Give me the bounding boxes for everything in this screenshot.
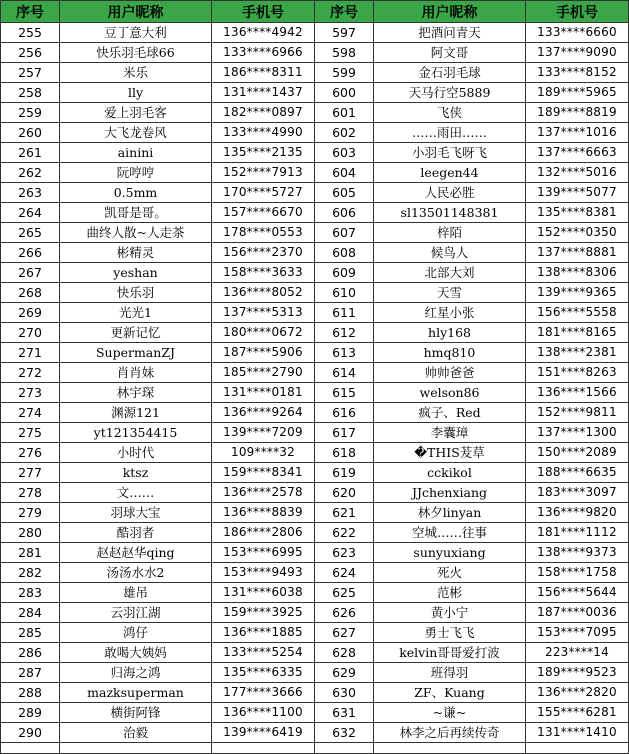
cell-r-seq: 630 — [315, 683, 374, 703]
cell-r-phone: 181****8165 — [526, 323, 629, 343]
cell-l-phone: 109****32 — [212, 443, 315, 463]
table-row — [1, 323, 629, 343]
cell-r-nick: 范彬 — [374, 583, 526, 603]
cell-r-seq: 614 — [315, 363, 374, 383]
cell-l-phone: 136****1885 — [212, 623, 315, 643]
cell-l-nick: 归海之鸿 — [60, 663, 212, 683]
table-row — [1, 383, 629, 403]
cell-r-seq: 620 — [315, 483, 374, 503]
cell-r-seq: 607 — [315, 223, 374, 243]
cell-r-nick: 飞侠 — [374, 103, 526, 123]
cell-r-phone: 155****6281 — [526, 703, 629, 723]
cell-l-phone: 178****0553 — [212, 223, 315, 243]
cell-l-nick: 爱上羽毛客 — [60, 103, 212, 123]
cell-l-nick: 0.5mm — [60, 183, 212, 203]
cell-l-phone: 139****6419 — [212, 723, 315, 743]
cell-r-phone: 137****8881 — [526, 243, 629, 263]
cell-r-phone: 137****1016 — [526, 123, 629, 143]
cell-r-phone: 181****1112 — [526, 523, 629, 543]
cut-off-row — [1, 743, 629, 754]
cell-l-seq: 272 — [1, 363, 60, 383]
cell-l-nick: 鸿仔 — [60, 623, 212, 643]
cell-l-phone: 133****5254 — [212, 643, 315, 663]
table-row — [1, 63, 629, 83]
cell-r-seq: 609 — [315, 263, 374, 283]
cell-r-nick: 李囊璋 — [374, 423, 526, 443]
cell-l-nick: 光光1 — [60, 303, 212, 323]
header-nick-left: 用户昵称 — [60, 1, 212, 23]
cell-r-nick: 死火 — [374, 563, 526, 583]
cell-r-seq: 629 — [315, 663, 374, 683]
cell-r-phone: 138****8306 — [526, 263, 629, 283]
cell-r-nick: 林李之后再续传奇 — [374, 723, 526, 743]
cell-r-nick: sunyuxiang — [374, 543, 526, 563]
cell-r-nick: leegen44 — [374, 163, 526, 183]
cell-l-phone: 136****4942 — [212, 23, 315, 43]
cell-l-seq: 277 — [1, 463, 60, 483]
cell-l-nick: 曲终人散~人走茶 — [60, 223, 212, 243]
cell-r-seq: 612 — [315, 323, 374, 343]
cell-r-nick: �THIS茇草 — [374, 443, 526, 463]
table-row — [1, 583, 629, 603]
cell-l-phone: 131****6038 — [212, 583, 315, 603]
cell-r-seq: 613 — [315, 343, 374, 363]
cell-r-nick: 人民必胜 — [374, 183, 526, 203]
table-body — [1, 23, 629, 754]
cell-r-phone: 187****0036 — [526, 603, 629, 623]
cell-l-nick: 文…… — [60, 483, 212, 503]
cut-off-cell — [526, 743, 629, 754]
cell-l-seq: 263 — [1, 183, 60, 203]
cell-r-nick: 小羽毛飞呀飞 — [374, 143, 526, 163]
cell-l-phone: 182****0897 — [212, 103, 315, 123]
cell-r-phone: 183****3097 — [526, 483, 629, 503]
cell-r-seq: 623 — [315, 543, 374, 563]
table-row — [1, 403, 629, 423]
cell-l-phone: 136****8839 — [212, 503, 315, 523]
cell-l-phone: 158****3633 — [212, 263, 315, 283]
table-row — [1, 603, 629, 623]
cell-l-nick: 云羽江湖 — [60, 603, 212, 623]
cell-r-seq: 610 — [315, 283, 374, 303]
table-row — [1, 503, 629, 523]
cell-l-seq: 264 — [1, 203, 60, 223]
cell-l-seq: 285 — [1, 623, 60, 643]
cell-l-seq: 287 — [1, 663, 60, 683]
cell-l-seq: 280 — [1, 523, 60, 543]
cell-l-nick: 林宇琛 — [60, 383, 212, 403]
cell-l-phone: 133****6966 — [212, 43, 315, 63]
cell-r-seq: 616 — [315, 403, 374, 423]
table-row — [1, 183, 629, 203]
cell-l-seq: 255 — [1, 23, 60, 43]
table-row — [1, 23, 629, 43]
cell-r-phone: 156****5644 — [526, 583, 629, 603]
cell-l-phone: 136****8052 — [212, 283, 315, 303]
cell-l-phone: 159****3925 — [212, 603, 315, 623]
cell-l-nick: 治毅 — [60, 723, 212, 743]
cell-l-nick: ainini — [60, 143, 212, 163]
cell-r-phone: 133****8152 — [526, 63, 629, 83]
cell-l-nick: 快乐羽 — [60, 283, 212, 303]
header-nick-right: 用户昵称 — [374, 1, 526, 23]
cell-r-phone: 137****1300 — [526, 423, 629, 443]
table-row — [1, 283, 629, 303]
cell-r-nick: 天雪 — [374, 283, 526, 303]
cell-r-seq: 626 — [315, 603, 374, 623]
cell-r-nick: ZF、Kuang — [374, 683, 526, 703]
cell-l-seq: 276 — [1, 443, 60, 463]
header-seq-left: 序号 — [1, 1, 60, 23]
table-row — [1, 543, 629, 563]
cell-l-nick: 大飞龙卷风 — [60, 123, 212, 143]
cell-r-seq: 615 — [315, 383, 374, 403]
cut-off-cell — [374, 743, 526, 754]
cell-r-nick: ~谦~ — [374, 703, 526, 723]
cell-r-phone: 189****9523 — [526, 663, 629, 683]
cell-l-seq: 262 — [1, 163, 60, 183]
header-row — [1, 1, 629, 23]
cut-off-cell — [60, 743, 212, 754]
table-row — [1, 203, 629, 223]
cell-l-seq: 283 — [1, 583, 60, 603]
cell-l-nick: 敢喝大姨妈 — [60, 643, 212, 663]
cell-l-seq: 282 — [1, 563, 60, 583]
cell-l-nick: 酷羽者 — [60, 523, 212, 543]
cell-l-seq: 273 — [1, 383, 60, 403]
cell-l-phone: 135****2135 — [212, 143, 315, 163]
cell-r-seq: 599 — [315, 63, 374, 83]
cut-off-cell — [1, 743, 60, 754]
cell-r-nick: 红星小张 — [374, 303, 526, 323]
cell-r-nick: 天马行空5889 — [374, 83, 526, 103]
cell-r-seq: 602 — [315, 123, 374, 143]
cell-l-seq: 256 — [1, 43, 60, 63]
header-seq-right: 序号 — [315, 1, 374, 23]
header-phone-left: 手机号 — [212, 1, 315, 23]
cell-r-phone: 138****2381 — [526, 343, 629, 363]
cell-l-phone: 180****0672 — [212, 323, 315, 343]
cell-l-seq: 279 — [1, 503, 60, 523]
cell-l-phone: 136****2578 — [212, 483, 315, 503]
cell-r-seq: 600 — [315, 83, 374, 103]
cell-l-seq: 274 — [1, 403, 60, 423]
cell-r-seq: 611 — [315, 303, 374, 323]
cell-l-nick: yeshan — [60, 263, 212, 283]
cell-r-seq: 598 — [315, 43, 374, 63]
cell-r-nick: 帅帅爸爸 — [374, 363, 526, 383]
cell-l-seq: 266 — [1, 243, 60, 263]
table-row — [1, 363, 629, 383]
table-row — [1, 703, 629, 723]
cell-l-seq: 258 — [1, 83, 60, 103]
cell-r-phone: 136****1566 — [526, 383, 629, 403]
cell-l-nick: 横街阿锋 — [60, 703, 212, 723]
table-row — [1, 683, 629, 703]
table-row — [1, 483, 629, 503]
table-row — [1, 263, 629, 283]
cell-l-nick: 渊源121 — [60, 403, 212, 423]
cell-l-nick: 雄吊 — [60, 583, 212, 603]
cell-r-nick: 勇士飞飞 — [374, 623, 526, 643]
cell-l-nick: 快乐羽毛球66 — [60, 43, 212, 63]
table-row — [1, 623, 629, 643]
cell-r-phone: 153****7095 — [526, 623, 629, 643]
table-row — [1, 223, 629, 243]
cell-l-nick: mazksuperman — [60, 683, 212, 703]
cell-l-seq: 271 — [1, 343, 60, 363]
cell-r-nick: hly168 — [374, 323, 526, 343]
cell-l-seq: 257 — [1, 63, 60, 83]
cell-r-phone: 152****9811 — [526, 403, 629, 423]
cell-r-nick: 金石羽毛球 — [374, 63, 526, 83]
cell-r-phone: 136****9820 — [526, 503, 629, 523]
cell-r-nick: 北部大刘 — [374, 263, 526, 283]
table-row — [1, 343, 629, 363]
cell-l-nick: 羽球大宝 — [60, 503, 212, 523]
cell-l-seq: 278 — [1, 483, 60, 503]
cell-l-phone: 159****8341 — [212, 463, 315, 483]
cell-r-nick: 把酒问青天 — [374, 23, 526, 43]
cell-l-nick: 豆丁意大利 — [60, 23, 212, 43]
cell-l-phone: 177****3666 — [212, 683, 315, 703]
cell-r-nick: hmq810 — [374, 343, 526, 363]
cell-r-phone: 223****14 — [526, 643, 629, 663]
header-phone-right: 手机号 — [526, 1, 629, 23]
cell-r-nick: cckikol — [374, 463, 526, 483]
table-row — [1, 663, 629, 683]
table-row — [1, 303, 629, 323]
cell-r-phone: 138****9373 — [526, 543, 629, 563]
cell-r-nick: 疯子、Red — [374, 403, 526, 423]
cell-l-phone: 153****9493 — [212, 563, 315, 583]
table-row — [1, 563, 629, 583]
cell-r-nick: 空城……往事 — [374, 523, 526, 543]
cell-r-seq: 601 — [315, 103, 374, 123]
cell-l-nick: lly — [60, 83, 212, 103]
cell-r-nick: kelvin哥哥爱打波 — [374, 643, 526, 663]
cell-l-phone: 156****2370 — [212, 243, 315, 263]
cell-r-nick: 林夕linyan — [374, 503, 526, 523]
cell-r-phone: 137****9090 — [526, 43, 629, 63]
cell-l-phone: 133****4990 — [212, 123, 315, 143]
cell-l-seq: 268 — [1, 283, 60, 303]
cell-l-nick: 肖肖妹 — [60, 363, 212, 383]
cell-l-phone: 136****9264 — [212, 403, 315, 423]
cell-l-nick: 更新记忆 — [60, 323, 212, 343]
cell-r-nick: ……雨田…… — [374, 123, 526, 143]
cell-l-seq: 281 — [1, 543, 60, 563]
cell-r-nick: 候鸟人 — [374, 243, 526, 263]
cell-l-nick: 赵赵赵华qing — [60, 543, 212, 563]
cell-r-seq: 628 — [315, 643, 374, 663]
cell-l-phone: 170****5727 — [212, 183, 315, 203]
cell-r-phone: 189****8819 — [526, 103, 629, 123]
cell-l-phone: 152****7913 — [212, 163, 315, 183]
cell-l-phone: 137****5313 — [212, 303, 315, 323]
cell-l-phone: 157****6670 — [212, 203, 315, 223]
cell-r-phone: 139****9365 — [526, 283, 629, 303]
cell-r-seq: 621 — [315, 503, 374, 523]
cell-r-seq: 627 — [315, 623, 374, 643]
cut-off-cell — [315, 743, 374, 754]
cell-r-phone: 189****5965 — [526, 83, 629, 103]
cell-r-phone: 156****5558 — [526, 303, 629, 323]
table-row — [1, 443, 629, 463]
cell-l-seq: 269 — [1, 303, 60, 323]
cell-l-phone: 185****2790 — [212, 363, 315, 383]
cell-r-nick: welson86 — [374, 383, 526, 403]
cut-off-cell — [212, 743, 315, 754]
cell-r-phone: 132****5016 — [526, 163, 629, 183]
cell-l-seq: 259 — [1, 103, 60, 123]
cell-l-seq: 286 — [1, 643, 60, 663]
cell-l-phone: 187****5906 — [212, 343, 315, 363]
cell-l-nick: yt121354415 — [60, 423, 212, 443]
cell-r-phone: 150****2089 — [526, 443, 629, 463]
cell-l-nick: 汤汤水水2 — [60, 563, 212, 583]
cell-r-nick: 阿文哥 — [374, 43, 526, 63]
cell-r-nick: 黄小宁 — [374, 603, 526, 623]
table-row — [1, 423, 629, 443]
cell-l-phone: 153****6995 — [212, 543, 315, 563]
cell-r-seq: 597 — [315, 23, 374, 43]
cell-l-nick: 凯哥是哥。 — [60, 203, 212, 223]
cell-r-seq: 606 — [315, 203, 374, 223]
cell-l-phone: 139****7209 — [212, 423, 315, 443]
cell-r-seq: 618 — [315, 443, 374, 463]
cell-l-seq: 290 — [1, 723, 60, 743]
cell-l-nick: 小时代 — [60, 443, 212, 463]
cell-l-phone: 131****0181 — [212, 383, 315, 403]
cell-r-seq: 603 — [315, 143, 374, 163]
cell-l-seq: 267 — [1, 263, 60, 283]
table-row — [1, 523, 629, 543]
cell-r-seq: 604 — [315, 163, 374, 183]
cell-r-seq: 624 — [315, 563, 374, 583]
cell-r-seq: 617 — [315, 423, 374, 443]
cell-r-phone: 188****6635 — [526, 463, 629, 483]
cell-r-phone: 158****1758 — [526, 563, 629, 583]
cell-l-seq: 261 — [1, 143, 60, 163]
table-row — [1, 463, 629, 483]
cell-r-nick: 班得羽 — [374, 663, 526, 683]
cell-l-phone: 135****6335 — [212, 663, 315, 683]
table-row — [1, 643, 629, 663]
cell-r-seq: 608 — [315, 243, 374, 263]
cell-l-nick: ktsz — [60, 463, 212, 483]
cell-r-seq: 625 — [315, 583, 374, 603]
table-row — [1, 83, 629, 103]
cell-r-seq: 632 — [315, 723, 374, 743]
cell-l-phone: 186****2806 — [212, 523, 315, 543]
cell-l-seq: 284 — [1, 603, 60, 623]
cell-l-seq: 275 — [1, 423, 60, 443]
cell-r-seq: 619 — [315, 463, 374, 483]
cell-l-nick: 米乐 — [60, 63, 212, 83]
table-row — [1, 123, 629, 143]
cell-l-phone: 186****8311 — [212, 63, 315, 83]
cell-r-phone: 139****5077 — [526, 183, 629, 203]
cell-l-seq: 260 — [1, 123, 60, 143]
cell-l-nick: SupermanZJ — [60, 343, 212, 363]
cell-l-seq: 289 — [1, 703, 60, 723]
table-row — [1, 243, 629, 263]
cell-l-seq: 270 — [1, 323, 60, 343]
table-row — [1, 163, 629, 183]
cell-l-nick: 彬精灵 — [60, 243, 212, 263]
cell-r-phone: 133****6660 — [526, 23, 629, 43]
table-row — [1, 103, 629, 123]
cell-l-phone: 136****1100 — [212, 703, 315, 723]
cell-r-nick: sl13501148381 — [374, 203, 526, 223]
cell-r-seq: 631 — [315, 703, 374, 723]
cell-r-phone: 131****1410 — [526, 723, 629, 743]
table-row — [1, 143, 629, 163]
cell-r-phone: 137****6663 — [526, 143, 629, 163]
cell-r-phone: 151****8263 — [526, 363, 629, 383]
table-row — [1, 43, 629, 63]
cell-r-phone: 152****0350 — [526, 223, 629, 243]
table-row — [1, 723, 629, 743]
cell-r-seq: 605 — [315, 183, 374, 203]
cell-l-seq: 288 — [1, 683, 60, 703]
cell-r-phone: 136****2820 — [526, 683, 629, 703]
cell-r-phone: 135****8381 — [526, 203, 629, 223]
cell-l-phone: 131****1437 — [212, 83, 315, 103]
cell-r-nick: 梓陌 — [374, 223, 526, 243]
cell-l-seq: 265 — [1, 223, 60, 243]
cell-l-nick: 阮哼哼 — [60, 163, 212, 183]
cell-r-seq: 622 — [315, 523, 374, 543]
cell-r-nick: JJchenxiang — [374, 483, 526, 503]
